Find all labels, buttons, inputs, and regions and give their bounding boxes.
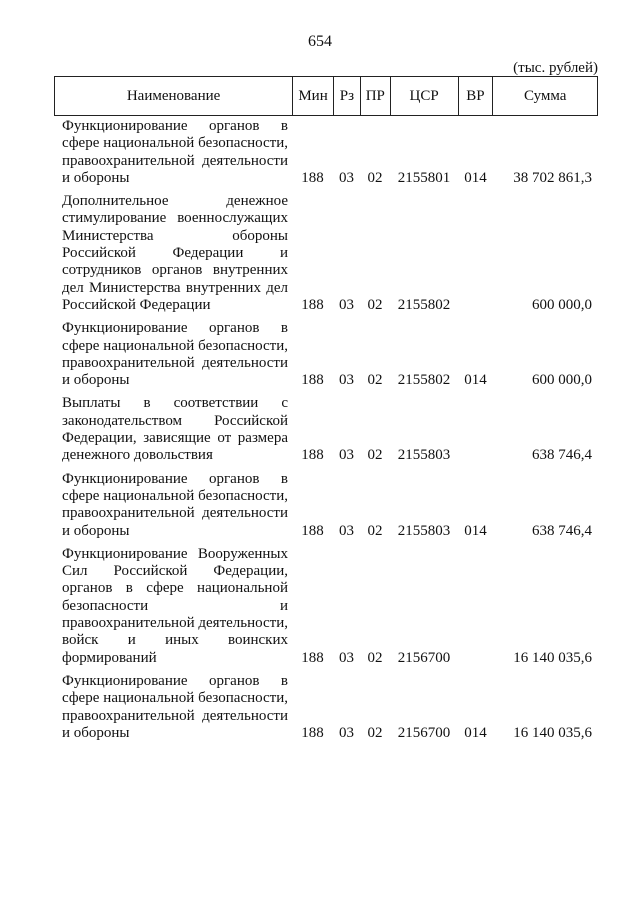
row-name: Выплаты в соответствии с законодательством Российской Федерации, зависящие от размера денежного довольствия <box>62 395 288 464</box>
header-vr: ВР <box>458 77 493 115</box>
row-rz: 03 <box>339 724 354 741</box>
header-sum: Сумма <box>492 77 597 115</box>
units-label: (тыс. рублей) <box>513 60 598 76</box>
row-sum: 638 746,4 <box>532 522 592 539</box>
page-number: 654 <box>308 33 332 50</box>
row-sum: 600 000,0 <box>532 296 592 313</box>
row-rz: 03 <box>339 522 354 539</box>
row-name: Функционирование органов в сфере национальной безопасности, правоохранительной деятельности и обороны <box>62 118 288 186</box>
row-min: 188 <box>301 649 324 666</box>
table-header <box>54 76 598 116</box>
row-name: Функционирование органов в сфере национальной безопасности, правоохранительной деятельности и обороны <box>62 470 288 539</box>
row-min: 188 <box>301 372 324 389</box>
row-sum: 638 746,4 <box>532 447 592 464</box>
row-min: 188 <box>301 296 324 313</box>
row-sum: 16 140 035,6 <box>513 724 592 741</box>
row-csr: 2155803 <box>397 522 451 539</box>
row-pr: 02 <box>367 169 383 186</box>
row-pr: 02 <box>367 724 383 741</box>
row-rz: 03 <box>339 169 354 186</box>
table-row <box>54 118 598 187</box>
row-sum: 38 702 861,3 <box>513 169 592 186</box>
row-min: 188 <box>301 447 324 464</box>
row-rz: 03 <box>339 296 354 313</box>
row-pr: 02 <box>367 372 383 389</box>
row-csr: 2155802 <box>397 296 451 313</box>
row-name: Функционирование органов в сфере национальной безопасности, правоохранительной деятельности и обороны <box>62 672 288 741</box>
table-row <box>54 320 598 389</box>
row-sum: 16 140 035,6 <box>513 649 592 666</box>
header-min: Мин <box>292 77 333 115</box>
header-rz: Рз <box>333 77 360 115</box>
table-row <box>54 193 598 314</box>
row-vr: 014 <box>464 372 487 389</box>
row-vr: 014 <box>464 724 487 741</box>
table-body <box>54 118 598 748</box>
header-name: Наименование <box>126 87 221 104</box>
row-rz: 03 <box>339 372 354 389</box>
row-min: 188 <box>301 724 324 741</box>
table-row <box>54 673 598 742</box>
row-pr: 02 <box>367 296 383 313</box>
row-pr: 02 <box>367 447 383 464</box>
row-min: 188 <box>301 169 324 186</box>
row-pr: 02 <box>367 649 383 666</box>
table-row <box>54 546 598 667</box>
row-vr: 014 <box>464 522 487 539</box>
row-min: 188 <box>301 522 324 539</box>
header-csr: ЦСР <box>390 77 458 115</box>
row-csr: 2155803 <box>397 447 451 464</box>
row-pr: 02 <box>367 522 383 539</box>
row-csr: 2156700 <box>397 724 451 741</box>
row-csr: 2155802 <box>397 372 451 389</box>
header-pr: ПР <box>360 77 390 115</box>
table-row <box>54 471 598 540</box>
table-row <box>54 395 598 464</box>
row-sum: 600 000,0 <box>532 372 592 389</box>
row-name: Дополнительное денежное стимулирование военнослужащих Министерства обороны Российской Федерации и сотрудников органов внутренних дел Министерства внутренних дел Российской Федерации <box>62 193 288 313</box>
row-rz: 03 <box>339 447 354 464</box>
row-name: Функционирование Вооруженных Сил Российской Федерации, органов в сфере национальной безопасности и правоохранительной деятельности, войск и иных воинских формирований <box>62 545 288 666</box>
row-vr: 014 <box>464 169 487 186</box>
row-csr: 2156700 <box>397 649 451 666</box>
row-csr: 2155801 <box>397 169 451 186</box>
row-rz: 03 <box>339 649 354 666</box>
row-name: Функционирование органов в сфере национальной безопасности, правоохранительной деятельности и обороны <box>62 320 288 389</box>
